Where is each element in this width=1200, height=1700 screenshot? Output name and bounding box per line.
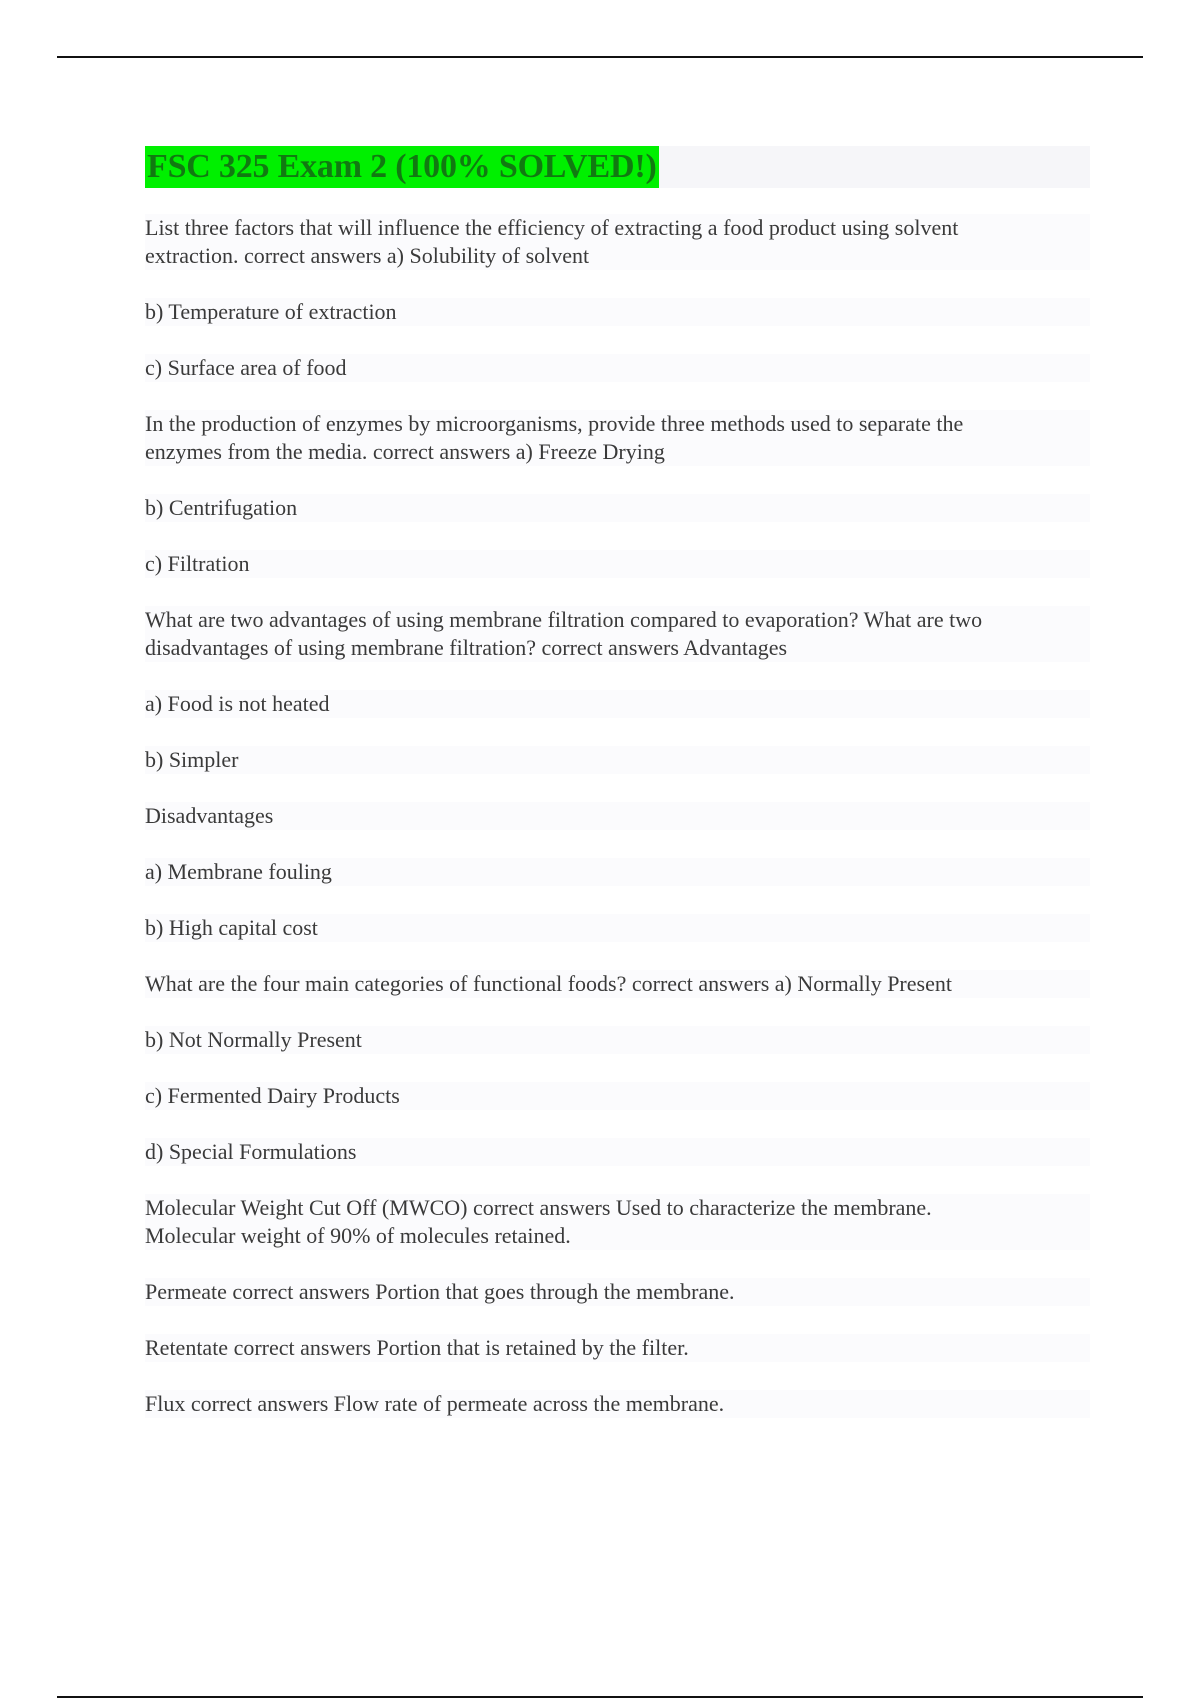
paragraph-line: What are two advantages of using membrane filtration compared to evaporation? What are two: [145, 607, 983, 632]
paragraph: [145, 1278, 1090, 1306]
paragraph-line: Molecular weight of 90% of molecules retained.: [145, 1223, 571, 1248]
top-rule: [57, 56, 1143, 58]
paragraph-line: What are the four main categories of functional foods? correct answers a) Normally Present: [145, 971, 952, 996]
paragraph-line: List three factors that will influence the efficiency of extracting a food product using solvent: [145, 215, 959, 240]
paragraph: [145, 1138, 1090, 1166]
paragraph-line: Disadvantages: [145, 803, 274, 828]
document-title: FSC 325 Exam 2 (100% SOLVED!): [145, 146, 659, 188]
paragraph: [145, 298, 1090, 326]
document-body: [145, 146, 1090, 1446]
paragraph-line: enzymes from the media. correct answers a) Freeze Drying: [145, 439, 665, 464]
paragraph-line: c) Fermented Dairy Products: [145, 1083, 400, 1108]
paragraph: [145, 746, 1090, 774]
paragraph: [145, 858, 1090, 886]
paragraph: [145, 802, 1090, 830]
paragraph: [145, 970, 1090, 998]
paragraph: [145, 1334, 1090, 1362]
paragraph-line: Molecular Weight Cut Off (MWCO) correct answers Used to characterize the membrane.: [145, 1195, 932, 1220]
paragraph: [145, 214, 1090, 270]
paragraph-line: a) Membrane fouling: [145, 859, 332, 884]
paragraph-line: b) Simpler: [145, 747, 239, 772]
paragraph: [145, 1390, 1090, 1418]
paragraph: [145, 1082, 1090, 1110]
paragraph: [145, 606, 1090, 662]
paragraph-line: disadvantages of using membrane filtration? correct answers Advantages: [145, 635, 788, 660]
paragraph-line: a) Food is not heated: [145, 691, 330, 716]
paragraph-line: b) Centrifugation: [145, 495, 298, 520]
paragraph-list: [145, 214, 1090, 1418]
bottom-rule: [57, 1696, 1143, 1698]
title-bar: [145, 146, 1090, 188]
paragraph: [145, 354, 1090, 382]
paragraph: [145, 914, 1090, 942]
paragraph-line: d) Special Formulations: [145, 1139, 357, 1164]
paragraph-line: b) Temperature of extraction: [145, 299, 397, 324]
paragraph: [145, 410, 1090, 466]
paragraph: [145, 1194, 1090, 1250]
paragraph-line: In the production of enzymes by microorganisms, provide three methods used to separate the: [145, 411, 964, 436]
paragraph: [145, 1026, 1090, 1054]
paragraph: [145, 494, 1090, 522]
paragraph: [145, 690, 1090, 718]
paragraph-line: Flux correct answers Flow rate of permeate across the membrane.: [145, 1391, 725, 1416]
paragraph-line: b) Not Normally Present: [145, 1027, 362, 1052]
paragraph-line: Permeate correct answers Portion that goes through the membrane.: [145, 1279, 735, 1304]
paragraph-line: b) High capital cost: [145, 915, 318, 940]
paragraph-line: c) Surface area of food: [145, 355, 347, 380]
paragraph: [145, 550, 1090, 578]
paragraph-line: c) Filtration: [145, 551, 250, 576]
paragraph-line: Retentate correct answers Portion that is retained by the filter.: [145, 1335, 689, 1360]
paragraph-line: extraction. correct answers a) Solubility of solvent: [145, 243, 590, 268]
